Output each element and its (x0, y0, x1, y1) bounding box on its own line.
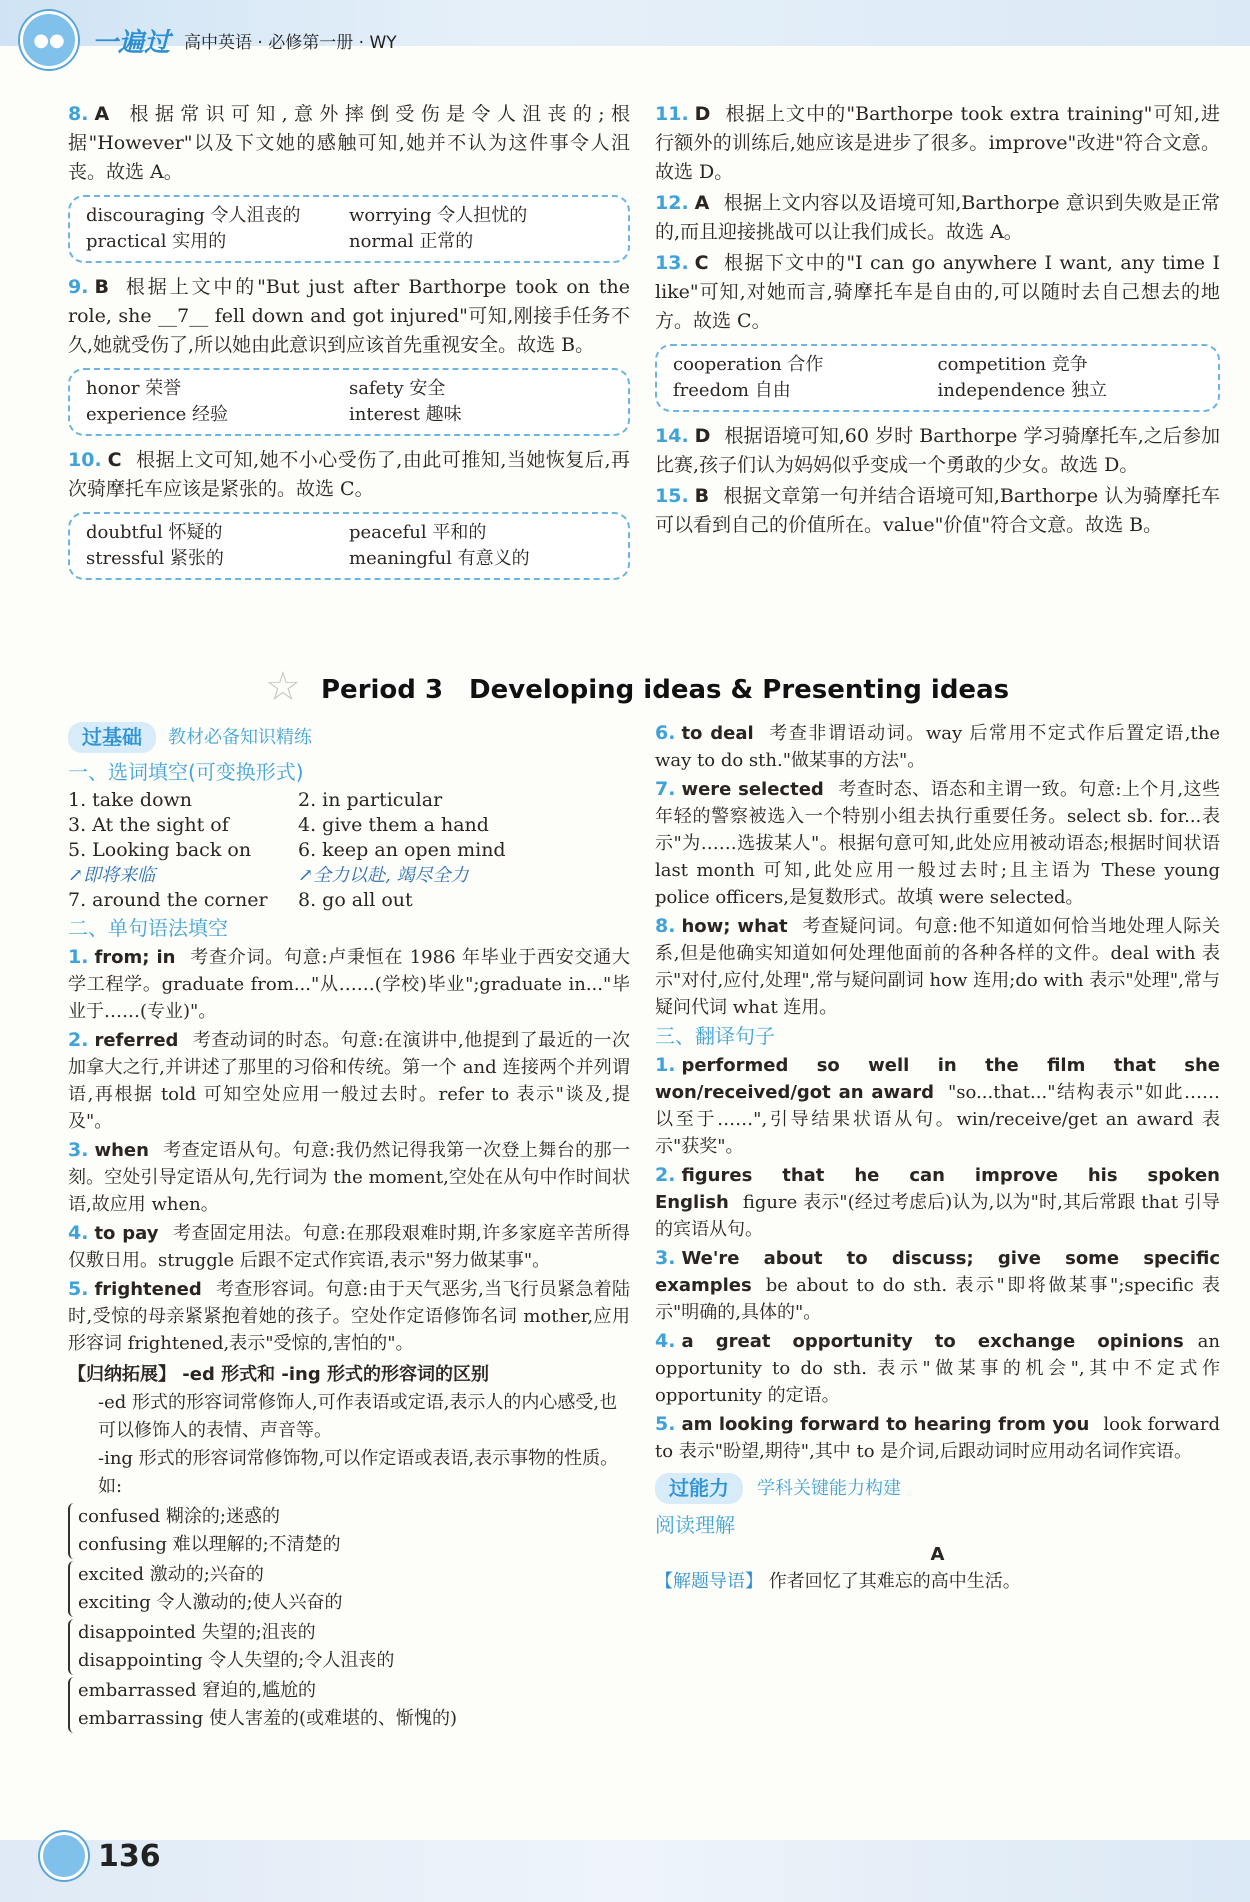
vocab-box-10: doubtful 怀疑的 peaceful 平和的 stressful 紧张的 meaningful 有意义的 (68, 512, 630, 580)
reading-letter: A (930, 1544, 945, 1565)
grammar-5: 5. frightened 考查形容词。句意:由于天气恶劣,当飞行员紧急着陆时,受惊的母亲紧紧抱着她的孩子。空处作定语修饰名词 mother,应用形容词 frightened,表示"受惊的,害怕的"。 (68, 1278, 630, 1354)
grammar-7: 7. were selected 考查时态、语态和主谓一致。句意:上个月,这些年轻的警察被选入一个特别小组去执行重要任务。select sb. for...表示"为……选拔某人"。根据句意可知,此处应用被动语态;根据时间状语 last month 可知,此处应用一般过去时;且主语为 These young police officers,是复数形式。故填 were selected。 (655, 778, 1220, 908)
header (20, 10, 397, 70)
left-top-column (68, 100, 630, 590)
question-9: 9. B 根据上文中的"But just after Barthorpe took on the role, she __7__ fell down and got injured"可知,刚接手任务不久,她就受伤了,所以她由此意识到应该首先重视安全。故选 B。 (68, 276, 630, 356)
question-13: 13. C 根据下文中的"I can go anywhere I want, any time I like"可知,对她而言,骑摩托车是自由的,可以随时去自己想去的地方。故选 C。 (655, 252, 1220, 332)
period-title: ☆ Period 3 Developing ideas & Presenting ideas (265, 664, 1010, 710)
translate-3: 3. We're about to discuss; give some specific examples be about to do sth. 表示"即将做某事";specific 表示"明确的,具体的"。 (655, 1247, 1220, 1323)
section-ability-subtitle: 学科关键能力构建 (757, 1478, 901, 1499)
translate-1: 1. performed so well in the film that she won/received/got an award "so...that..."结构表示"如此……以至于……",引导结果状语从句。win/receive/get an award 表示"获奖"。 (655, 1054, 1221, 1157)
section-ability-header (655, 1473, 1220, 1504)
section-basic-header (68, 722, 630, 753)
mascot-icon: ●● (20, 11, 78, 69)
reading-title: 阅读理解 (655, 1513, 735, 1537)
section-ability-tag: 过能力 (655, 1473, 743, 1504)
question-12: 12. A 根据上文内容以及语境可知,Barthorpe 意识到失败是正常的,而且迎接挑战可以让我们成长。故选 A。 (655, 192, 1220, 243)
question-14: 14. D 根据语境可知,60 岁时 Barthorpe 学习骑摩托车,之后参加比赛,孩子们认为妈妈似乎变成一个勇敢的少女。故选 D。 (655, 425, 1220, 476)
grammar-3: 3. when 考查定语从句。句意:我仍然记得我第一次登上舞台的那一刻。空处引导定语从句,先行词为 the moment,空处在从句中作时间状语,故应用 when。 (68, 1139, 630, 1215)
translate-2: 2. figures that he can improve his spoken English figure 表示"(经过考虑后)认为,以为"时,其后常跟 that 引导的宾语从句。 (655, 1164, 1220, 1240)
part1-answers: 1. take down 2. in particular 3. At the sight of 4. give them a hand 5. Looking back on 6. keep an open mind ↗即将来临 ↗全力以赴, 竭尽全力 7. around the corner 8. go all out (68, 789, 506, 911)
left-bottom-column (68, 720, 630, 1735)
page-number: 136 (40, 1832, 161, 1880)
mascot-icon-footer (40, 1832, 88, 1880)
reading-guide: 【解题导语】 作者回忆了其难忘的高中生活。 (655, 1571, 1021, 1592)
vocab-box-13: cooperation 合作 competition 竞争 freedom 自由 independence 独立 (655, 344, 1220, 412)
grammar-4: 4. to pay 考查固定用法。句意:在那段艰难时期,许多家庭辛苦所得仅敷日用。struggle 后跟不定式作宾语,表示"努力做某事"。 (68, 1222, 630, 1271)
star-icon: ☆ (265, 664, 301, 710)
grammar-6: 6. to deal 考查非谓语动词。way 后常用不定式作后置定语,the way to do sth."做某事的方法"。 (655, 722, 1220, 771)
summary-note: 【归纳拓展】 -ed 形式和 -ing 形式的形容词的区别 -ed 形式的形容词常修饰人,可作表语或定语,表示人的内心感受,也可以修饰人的表情、声音等。 -ing 形式的形容词常修饰物,可以作定语或表语,表示事物的性质。如: confused 糊涂的;迷惑的 confusing 难以理解的;不清楚的 excited 激动的;兴奋的 exciting 令人激动的;使人兴奋的 disappointed 失望的;沮丧的 disappointing 令人失望的;令人沮丧的 embarrassed 窘迫的,尴尬的 embarrassing 使人害羞的(或难堪的、惭愧的) (68, 1361, 630, 1733)
footer-band (0, 1840, 1250, 1902)
part3-title: 三、翻译句子 (655, 1024, 775, 1048)
grammar-8: 8. how; what 考查疑问词。句意:他不知道如何恰当地处理人际关系,但是他确实知道如何处理他面前的各种各样的文件。deal with 表示"对付,应付,处理",常与疑问副词 how 连用;do with 表示"处理",常与疑问代词 what 连用。 (655, 915, 1221, 1018)
translate-4: 4. a great opportunity to exchange opinions an opportunity to do sth. 表示"做某事的机会",其中不定式作 opportunity 的定语。 (655, 1330, 1220, 1406)
translate-5: 5. am looking forward to hearing from you look forward to 表示"盼望,期待",其中 to 是介词,后跟动词时应用动名词作宾语。 (655, 1413, 1220, 1462)
part2-title: 二、单句语法填空 (68, 916, 228, 940)
vocab-box-9: honor 荣誉 safety 安全 experience 经验 interest 趣味 (68, 368, 630, 436)
right-top-column (655, 100, 1220, 542)
part1-title: 一、选词填空(可变换形式) (68, 760, 304, 784)
book-title: 高中英语 · 必修第一册 · WY (184, 32, 397, 53)
vocab-box-8: discouraging 令人沮丧的 worrying 令人担忧的 practical 实用的 normal 正常的 (68, 195, 630, 263)
grammar-1: 1. from; in 考查介词。句意:卢秉恒在 1986 年毕业于西安交通大学工程学。graduate from..."从……(学校)毕业";graduate in..."毕业于……(专业)"。 (68, 946, 630, 1022)
question-15: 15. B 根据文章第一句并结合语境可知,Barthorpe 认为骑摩托车可以看到自己的价值所在。value"价值"符合文意。故选 B。 (655, 485, 1220, 536)
question-8: 8. A 根据常识可知,意外摔倒受伤是令人沮丧的;根据"However"以及下文她的感触可知,她并不认为这件事令人沮丧。故选 A。 (68, 103, 630, 183)
grammar-2: 2. referred 考查动词的时态。句意:在演讲中,他提到了最近的一次加拿大之行,并讲述了那里的习俗和传统。第一个 and 连接两个并列谓语,再根据 told 可知空处应用一般过去时。refer to 表示"谈及,提及"。 (68, 1029, 630, 1132)
question-11: 11. D 根据上文中的"Barthorpe took extra training"可知,进行额外的训练后,她应该是进步了很多。improve"改进"符合文意。故选 D。 (655, 103, 1220, 183)
brand-logo: 一遍过 (92, 27, 171, 58)
section-basic-subtitle: 教材必备知识精练 (168, 727, 312, 748)
right-bottom-column (655, 720, 1220, 1595)
question-10: 10. C 根据上文可知,她不小心受伤了,由此可推知,当她恢复后,再次骑摩托车应该是紧张的。故选 C。 (68, 449, 630, 500)
section-basic-tag: 过基础 (68, 722, 156, 753)
